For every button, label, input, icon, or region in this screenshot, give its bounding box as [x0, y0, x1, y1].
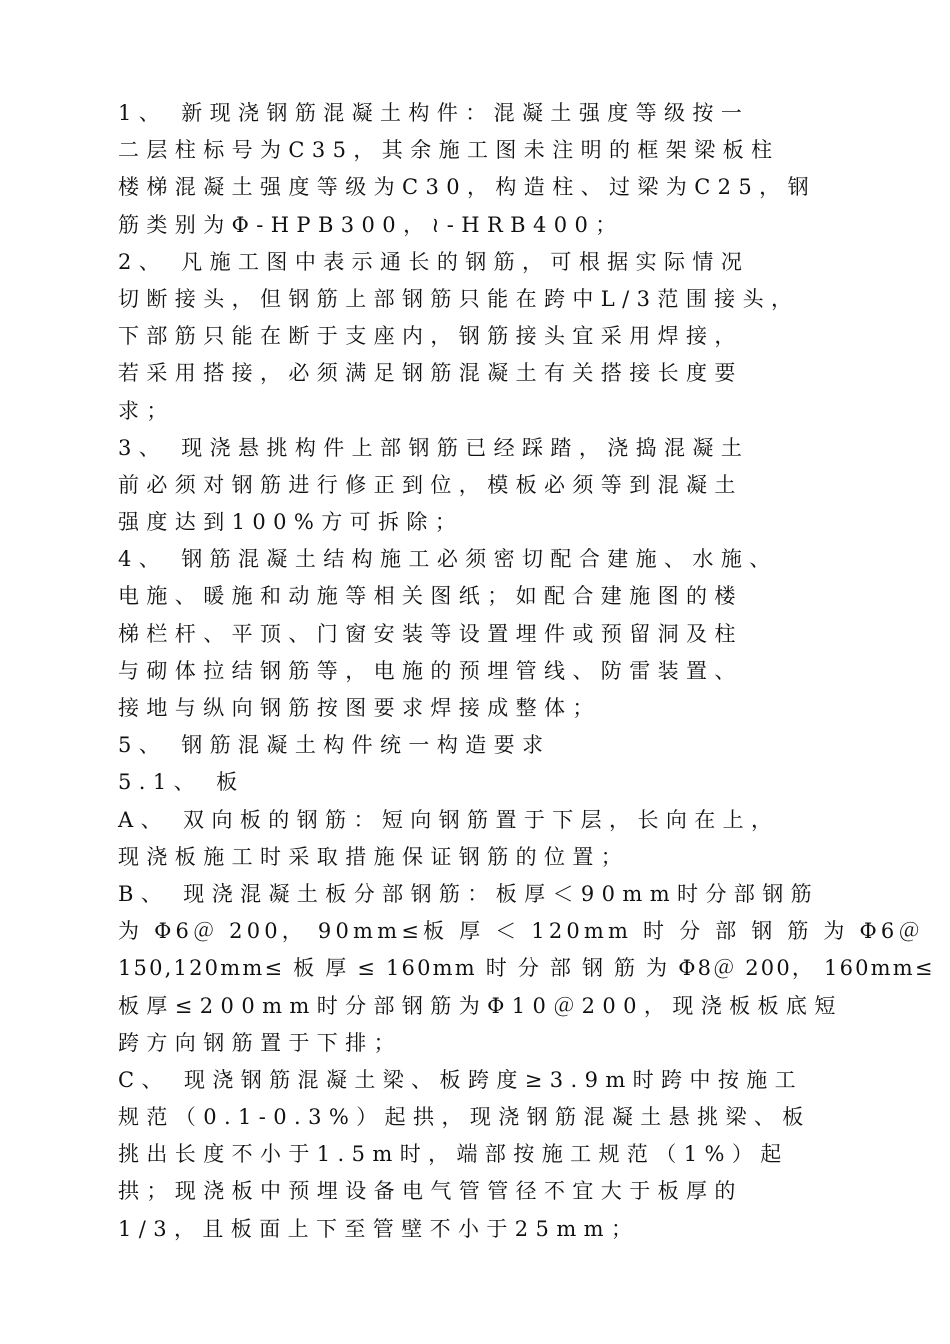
text-line: 二层柱标号为C35，其余施工图未注明的框架梁板柱: [118, 138, 780, 163]
text-line: 1/3，且板面上下至管壁不小于25mm；: [118, 1216, 640, 1241]
text-line: 2、 凡施工图中表示通长的钢筋，可根据实际情况: [118, 249, 750, 274]
text-line: B、 现浇混凝土板分部钢筋：板厚＜90mm时分部钢筋: [118, 881, 820, 906]
text-line: 拱；现浇板中预埋设备电气管管径不宜大于板厚的: [118, 1179, 743, 1204]
text-line: 5.1、 板: [118, 770, 245, 795]
text-line: 筋类别为Φ-HPB300，≀-HRB400；: [118, 212, 624, 237]
text-line: 下部筋只能在断于支座内，钢筋接头宜采用焊接，: [118, 324, 743, 349]
text-line: 求；: [118, 398, 175, 423]
text-line: 电施、暖施和动施等相关图纸；如配合建施图的楼: [118, 584, 743, 609]
text-line: 接地与纵向钢筋按图要求焊接成整体；: [118, 696, 601, 720]
text-line: C、 现浇钢筋混凝土梁、板跨度≥3.9m时跨中按施工: [118, 1067, 804, 1092]
text-line: 为 Φ6＠ 200， 90mm≤板 厚 ＜ 120mm 时 分 部 钢 筋 为 Φ6＠: [118, 919, 924, 944]
text-line: 若采用搭接，必须满足钢筋混凝土有关搭接长度要: [118, 361, 743, 386]
text-line: 楼梯混凝土强度等级为C30，构造柱、过梁为C25，钢: [118, 175, 816, 200]
text-line: 150,120mm≤ 板 厚 ≤ 160mm 时 分 部 钢 筋 为 Φ8＠ 200， 160mm≤: [118, 956, 935, 981]
text-line: 挑出长度不小于1.5m时，端部按施工规范（1%）起: [118, 1142, 789, 1167]
text-line: 5、 钢筋混凝土构件统一构造要求: [118, 733, 551, 758]
text-line: 与砌体拉结钢筋等，电施的预埋管线、防雷装置、: [118, 658, 743, 683]
text-line: 3、 现浇悬挑构件上部钢筋已经踩踏，浇捣混凝土: [118, 435, 750, 460]
text-line: 前必须对钢筋进行修正到位，模板必须等到混凝土: [118, 472, 743, 497]
text-line: 4、 钢筋混凝土结构施工必须密切配合建施、水施、: [118, 547, 778, 572]
text-line: A、 双向板的钢筋：短向钢筋置于下层，长向在上，: [118, 807, 780, 832]
text-line: 板厚≤200mm时分部钢筋为Φ10＠200，现浇板板底短: [118, 993, 843, 1018]
text-line: 跨方向钢筋置于下排；: [118, 1030, 402, 1055]
document-body: [118, 95, 935, 1248]
text-line: 梯栏杆、平顶、门窗安装等设置埋件或预留洞及柱: [118, 621, 743, 646]
text-line: 切断接头，但钢筋上部钢筋只能在跨中L/3范围接头，: [118, 286, 800, 311]
text-line: 强度达到100%方可拆除；: [118, 510, 464, 535]
text-line: 1、 新现浇钢筋混凝土构件：混凝土强度等级按一: [118, 101, 750, 125]
text-line: 现浇板施工时采取措施保证钢筋的位置；: [118, 844, 630, 869]
text-line: 规范（0.1-0.3%）起拱，现浇钢筋混凝土悬挑梁、板: [118, 1105, 811, 1130]
